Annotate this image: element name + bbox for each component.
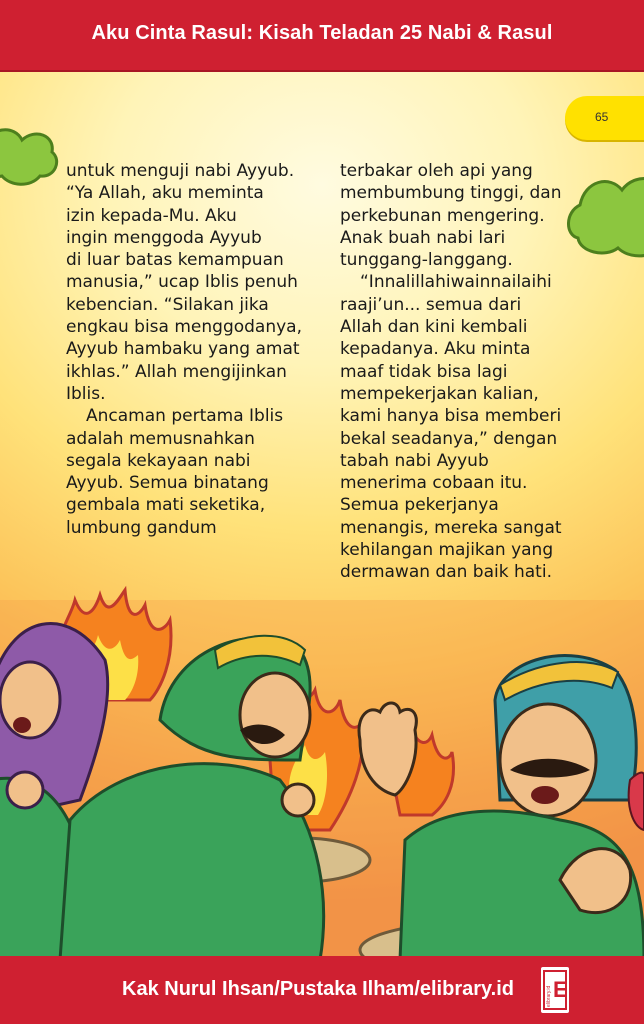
- text-line: Allah dan kini kembali: [340, 317, 528, 338]
- text-line: kehilangan majikan yang: [340, 540, 554, 561]
- text-line: izin kepada-Mu. Aku: [66, 205, 237, 226]
- text-line: tunggang-langgang.: [340, 250, 513, 271]
- text-line: menerima cobaan itu.: [340, 473, 528, 494]
- text-line: segala kekayaan nabi: [66, 450, 251, 471]
- text-line: engkau bisa menggodanya,: [66, 317, 302, 338]
- text-line: untuk menguji nabi Ayyub.: [66, 161, 295, 181]
- text-line: terbakar oleh api yang: [340, 161, 533, 181]
- article-column-left: [66, 160, 324, 539]
- text-line: mempekerjakan kalian,: [340, 383, 539, 404]
- text-line: dermawan dan baik hati.: [340, 562, 552, 583]
- text-line: “Ya Allah, aku meminta: [66, 183, 264, 204]
- text-line: Anak buah nabi lari: [340, 227, 506, 248]
- text-line: kami hanya bisa memberi: [340, 406, 562, 427]
- text-line: membumbung tinggi, dan: [340, 183, 562, 204]
- text-line: Iblis.: [66, 383, 106, 404]
- text-line: Ancaman pertama Iblis: [86, 406, 284, 427]
- text-line: bekal seadanya,” dengan: [340, 428, 558, 449]
- text-line: kebencian. “Silakan jika: [66, 294, 269, 315]
- text-line: raaji’un... semua dari: [340, 294, 522, 315]
- logo-text: elibrary.id: [546, 985, 552, 1007]
- book-title: Aku Cinta Rasul: Kisah Teladan 25 Nabi & Rasul: [91, 22, 553, 44]
- page-footer: [0, 956, 644, 1024]
- text-line: Semua pekerjanya: [340, 495, 499, 516]
- text-line: menangis, mereka sangat: [340, 517, 562, 538]
- article-column-right: [340, 160, 588, 584]
- text-line: perkebunan mengering.: [340, 205, 545, 226]
- text-line: gembala mati seketika,: [66, 495, 266, 516]
- logo-letter: E: [553, 977, 568, 1002]
- cloud-icon: [0, 130, 57, 185]
- text-line: Ayyub. Semua binatang: [66, 473, 269, 494]
- text-line: kepadanya. Aku minta: [340, 339, 531, 360]
- text-line: ingin menggoda Ayyub: [66, 227, 262, 248]
- text-line: maaf tidak bisa lagi: [340, 361, 508, 382]
- text-line: tabah nabi Ayyub: [340, 450, 489, 471]
- text-line: manusia,” ucap Iblis penuh: [66, 272, 298, 293]
- text-line: “Innalillahiwainnailaihi: [360, 272, 552, 293]
- page-number: 65: [595, 110, 609, 124]
- text-line: ikhlas.” Allah mengijinkan: [66, 361, 287, 382]
- text-line: di luar batas kemampuan: [66, 250, 284, 271]
- elibrary-logo-icon: [541, 967, 569, 1013]
- footer-credit: Kak Nurul Ihsan/Pustaka Ilham/elibrary.id: [122, 978, 514, 1000]
- text-line: lumbung gandum: [66, 517, 217, 538]
- text-line: adalah memusnahkan: [66, 428, 255, 449]
- text-line: Ayyub hambaku yang amat: [66, 339, 300, 360]
